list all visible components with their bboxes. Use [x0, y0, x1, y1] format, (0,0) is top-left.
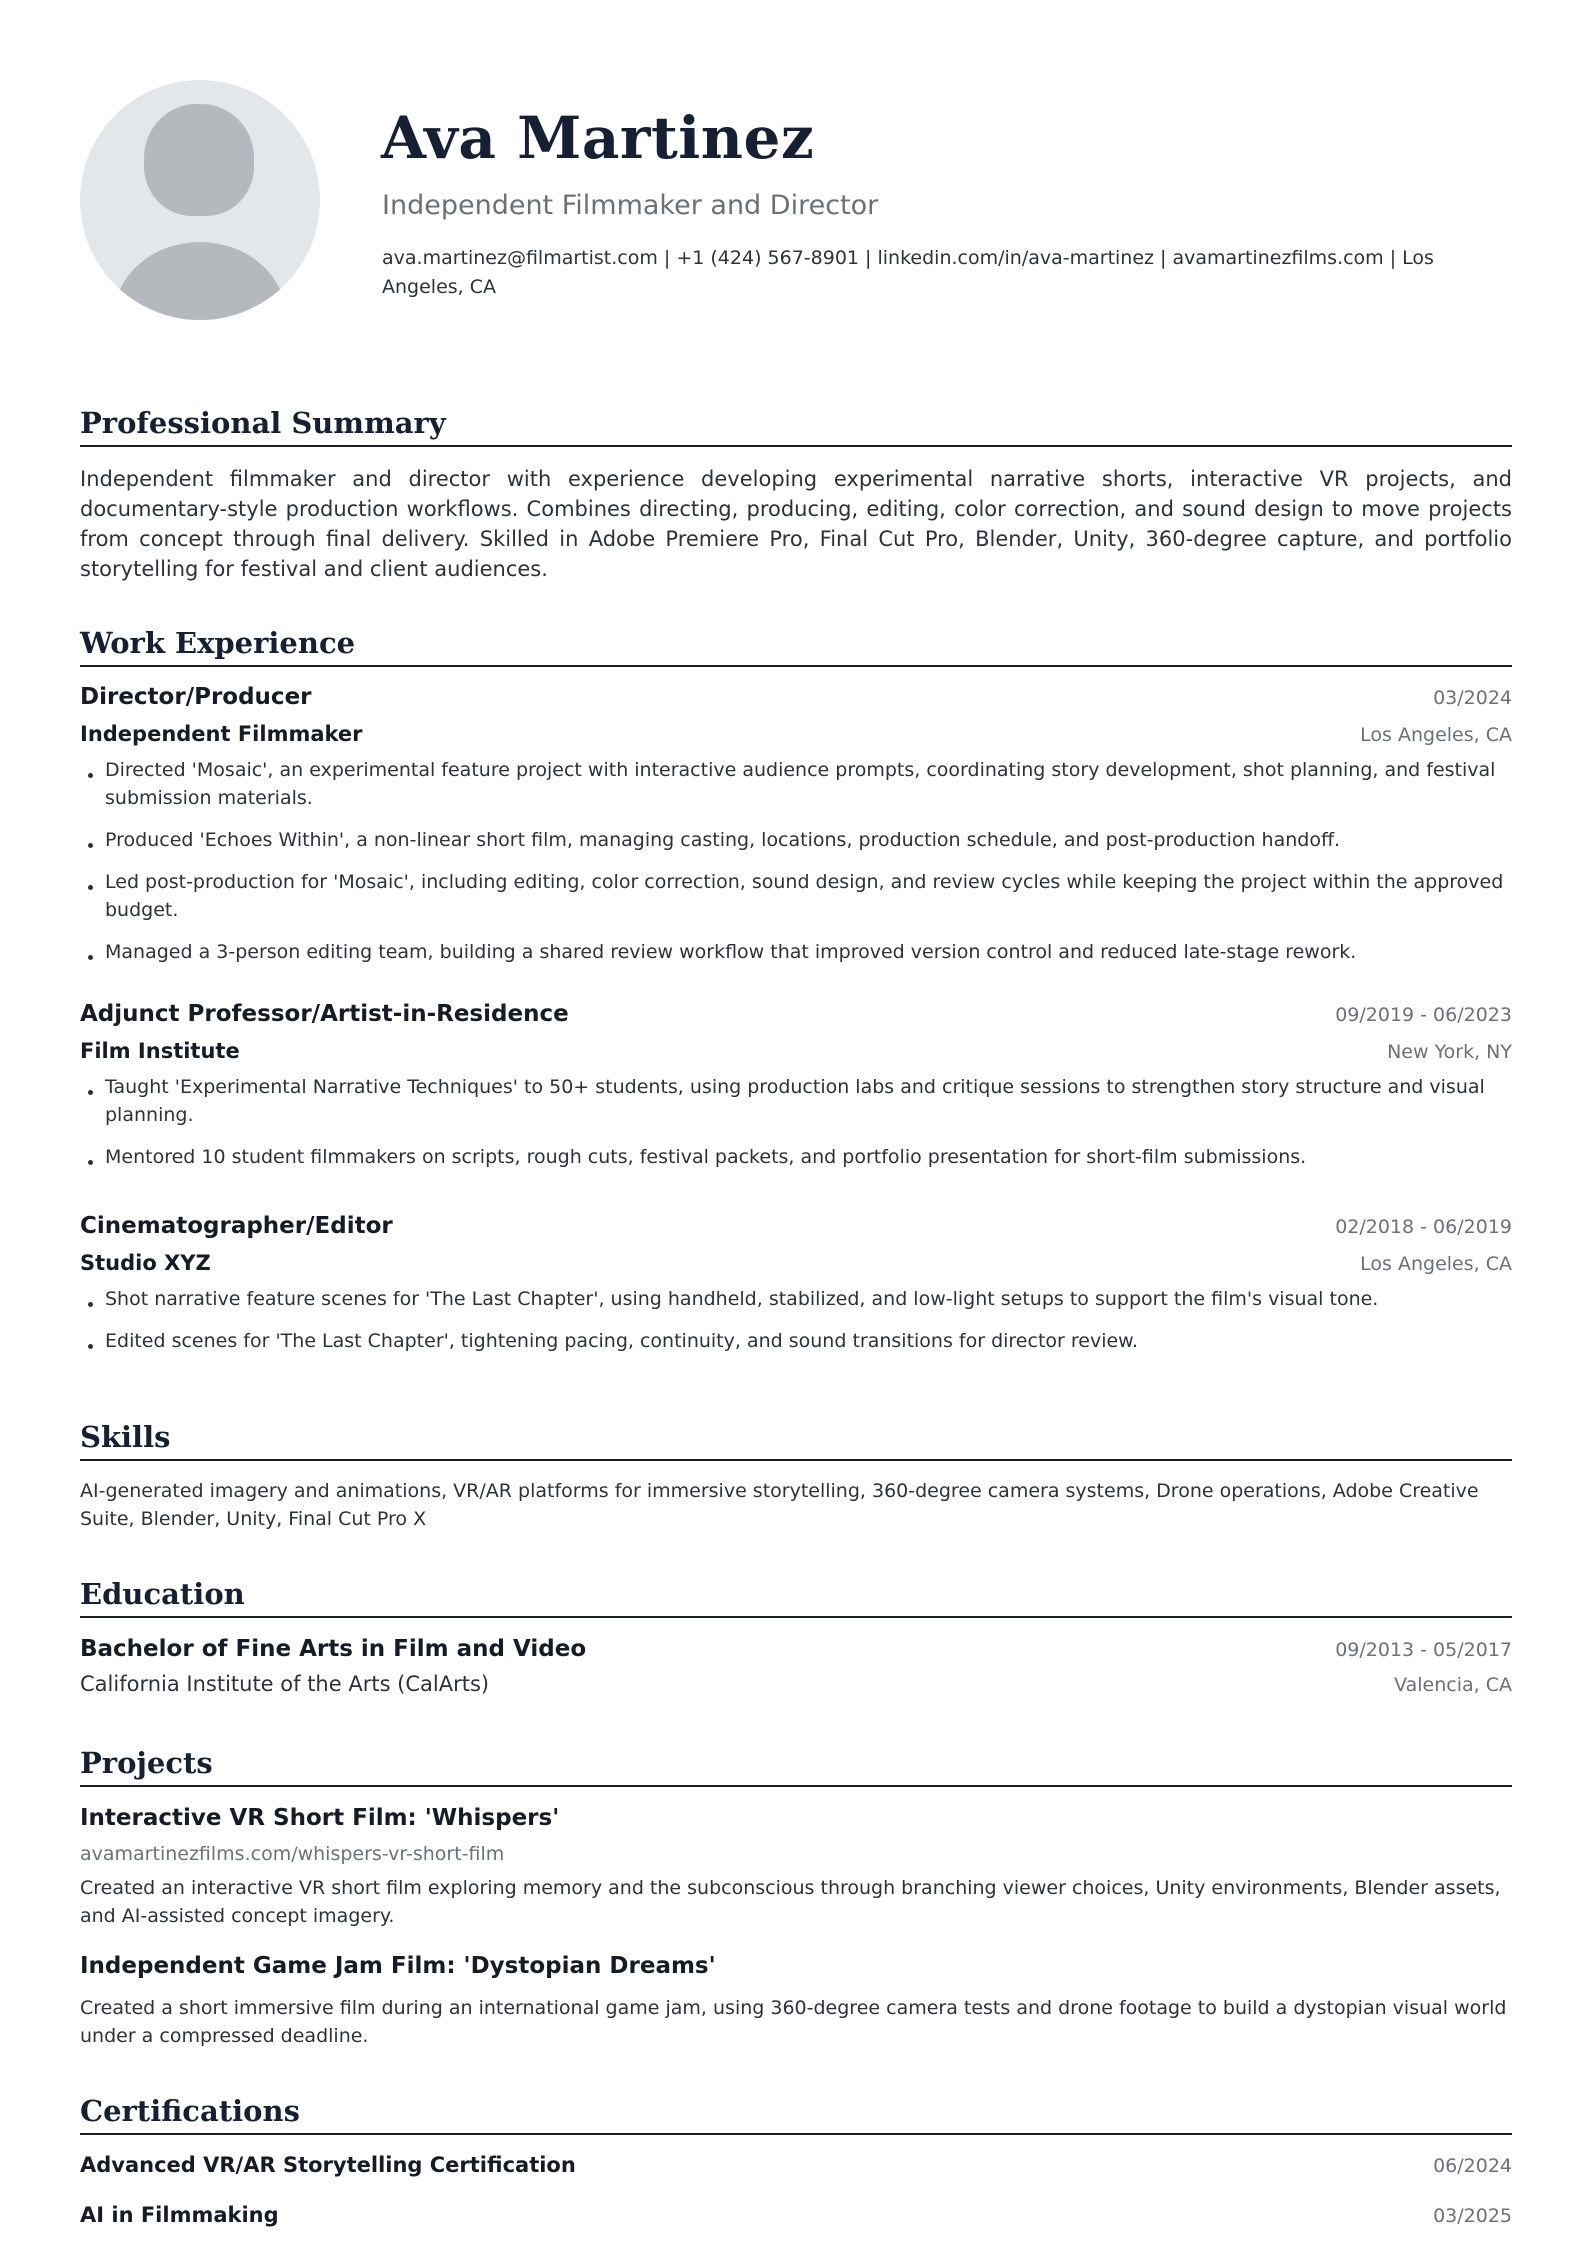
- education-school-row: [80, 1672, 1512, 1696]
- job-company-row: [80, 722, 1512, 746]
- avatar-body-shape: [114, 242, 286, 320]
- project-header: [80, 1953, 1512, 1979]
- certifications-heading: Certifications: [80, 2092, 1512, 2135]
- project-description: Created a short immersive film during an international game jam, using 360-degree camera tests and drone footage to build a dystopian visual world under a compressed deadline.: [80, 1997, 1507, 2047]
- job-company-row: [80, 1251, 1512, 1275]
- school-location: Valencia, CA: [1394, 1674, 1512, 1696]
- education-header: [80, 1636, 1512, 1662]
- skills-heading: Skills: [80, 1418, 1512, 1461]
- bullet-item: Mentored 10 student filmmakers on scripts, rough cuts, festival packets, and portfolio presentation for short-film submissions.: [80, 1143, 1512, 1171]
- job-bullets: [80, 1073, 1512, 1185]
- certification-date: 06/2024: [1433, 2155, 1512, 2177]
- job-location: New York, NY: [1387, 1041, 1512, 1063]
- job-dates: 03/2024: [1433, 687, 1512, 709]
- job-header: [80, 1001, 1512, 1027]
- bullet-item: Produced 'Echoes Within', a non-linear short film, managing casting, locations, production schedule, and post-production handoff.: [80, 826, 1512, 854]
- school-name: California Institute of the Arts (CalArts): [80, 1672, 490, 1696]
- job-location: Los Angeles, CA: [1360, 724, 1512, 746]
- job-company: Studio XYZ: [80, 1251, 211, 1275]
- bullet-item: Taught 'Experimental Narrative Techniques' to 50+ students, using production labs and critique sessions to strengthen story structure and visual planning.: [80, 1073, 1512, 1129]
- job-company: Independent Filmmaker: [80, 722, 363, 746]
- project-link[interactable]: avamartinezfilms.com/whispers-vr-short-film: [80, 1843, 505, 1865]
- job-company-row: [80, 1039, 1512, 1063]
- bullet-item: Led post-production for 'Mosaic', including editing, color correction, sound design, and review cycles while keeping the project within the approved budget.: [80, 868, 1512, 924]
- candidate-headline: Independent Filmmaker and Director: [382, 190, 879, 221]
- certification-name: AI in Filmmaking: [80, 2203, 279, 2227]
- project-description: Created an interactive VR short film exploring memory and the subconscious through branching viewer choices, Unity environments, Blender assets, and AI-assisted concept imagery.: [80, 1877, 1501, 1927]
- job-title: Adjunct Professor/Artist-in-Residence: [80, 1001, 569, 1027]
- experience-heading: Work Experience: [80, 624, 1512, 667]
- education-heading: Education: [80, 1575, 1512, 1618]
- job-dates: 09/2019 - 06/2023: [1335, 1004, 1512, 1026]
- job-location: Los Angeles, CA: [1360, 1253, 1512, 1275]
- projects-heading: Projects: [80, 1744, 1512, 1787]
- job-dates: 02/2018 - 06/2019: [1335, 1216, 1512, 1238]
- certification-date: 03/2025: [1433, 2205, 1512, 2227]
- job-title: Director/Producer: [80, 684, 312, 710]
- job-header: [80, 684, 1512, 710]
- education-dates: 09/2013 - 05/2017: [1335, 1639, 1512, 1661]
- candidate-name: Ava Martinez: [381, 104, 815, 172]
- certification-name: Advanced VR/AR Storytelling Certification: [80, 2153, 576, 2177]
- summary-heading: Professional Summary: [80, 404, 1512, 447]
- job-title: Cinematographer/Editor: [80, 1213, 393, 1239]
- degree-name: Bachelor of Fine Arts in Film and Video: [80, 1636, 587, 1662]
- bullet-item: Edited scenes for 'The Last Chapter', tightening pacing, continuity, and sound transitions for director review.: [80, 1327, 1512, 1355]
- avatar-head-shape: [144, 104, 254, 216]
- job-company: Film Institute: [80, 1039, 240, 1063]
- avatar: [80, 80, 320, 320]
- certification-row: [80, 2203, 1512, 2227]
- summary-text: Independent filmmaker and director with experience developing experimental narrative shorts, interactive VR projects, and documentary-style production workflows. Combines directing, producing, editing, color correction, and sound design to move projects from concept through final delivery. Skilled in Adobe Premiere Pro, Final Cut Pro, Blender, Unity, 360-degree capture, and portfolio storytelling for festival and client audiences.: [80, 467, 1512, 581]
- project-header: [80, 1805, 1512, 1831]
- bullet-item: Managed a 3-person editing team, building a shared review workflow that improved version control and reduced late-stage rework.: [80, 938, 1512, 966]
- skills-text: AI-generated imagery and animations, VR/AR platforms for immersive storytelling, 360-degree camera systems, Drone operations, Adobe Creative Suite, Blender, Unity, Final Cut Pro X: [80, 1480, 1479, 1530]
- job-bullets: [80, 756, 1512, 980]
- job-header: [80, 1213, 1512, 1239]
- project-name: Interactive VR Short Film: 'Whispers': [80, 1805, 560, 1831]
- contact-line: ava.martinez@filmartist.com | +1 (424) 567-8901 | linkedin.com/in/ava-martinez | avamartinezfilms.com | Los Angeles, CA: [382, 247, 1434, 298]
- project-name: Independent Game Jam Film: 'Dystopian Dreams': [80, 1953, 716, 1979]
- certification-row: [80, 2153, 1512, 2177]
- bullet-item: Directed 'Mosaic', an experimental feature project with interactive audience prompts, coordinating story development, shot planning, and festival submission materials.: [80, 756, 1512, 812]
- bullet-item: Shot narrative feature scenes for 'The Last Chapter', using handheld, stabilized, and low-light setups to support the film's visual tone.: [80, 1285, 1512, 1313]
- job-bullets: [80, 1285, 1512, 1369]
